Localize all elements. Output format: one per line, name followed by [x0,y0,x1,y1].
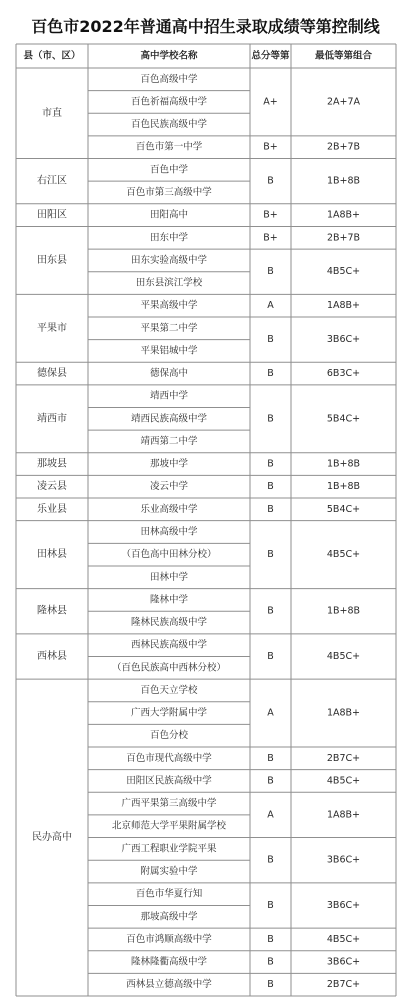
school-name: 百色市华夏行知 [135,888,203,900]
school-name: 田林高级中学 [140,526,198,538]
school-name: 靖西第二中学 [140,435,198,447]
min-grade-combo: 2B7C+ [326,979,361,991]
min-grade-combo: 3B6C+ [326,334,361,346]
school-name: 平果铝城中学 [140,345,198,357]
total-grade: B [267,933,274,945]
min-grade-combo: 4B5C+ [326,933,361,945]
total-grade: B [267,368,274,380]
total-grade: B [267,175,274,187]
header-cell: 县（市、区） [23,50,81,62]
school-name: 田林中学 [149,571,189,583]
county-name: 靖西市 [37,413,67,425]
school-name: 广西平果第三高级中学 [121,798,217,810]
header-cell: 高中学校名称 [140,50,198,62]
min-grade-combo: 4B5C+ [326,650,361,662]
school-name: 隆林隆衢高级中学 [130,956,208,968]
total-grade: B [267,899,274,911]
total-grade: A [267,707,274,719]
total-grade: B [267,334,274,346]
school-name: 百色高级中学 [140,73,198,85]
school-name: 广西大学附属中学 [130,707,208,719]
school-name: 百色市第一中学 [135,141,203,153]
min-grade-combo: 2A+7A [326,96,361,108]
school-name: 田东中学 [149,232,189,244]
school-name: 凌云中学 [149,481,189,493]
school-name: 乐业高级中学 [140,503,198,515]
county-name: 右江区 [37,175,67,187]
total-grade: B [267,979,274,991]
school-name: 附属实验中学 [140,866,198,878]
min-grade-combo: 1A8B+ [326,809,361,821]
school-name: 北京师范大学平果附属学校 [111,820,227,832]
total-grade: B [267,266,274,278]
min-grade-combo: 3B6C+ [326,956,361,968]
county-name: 乐业县 [37,503,67,515]
school-name: 那坡中学 [149,458,189,470]
county-name: 德保县 [37,368,67,380]
min-grade-combo: 3B6C+ [326,899,361,911]
school-name: 田阳高中 [149,209,189,221]
min-grade-combo: 4B5C+ [326,266,361,278]
total-grade: B [267,854,274,866]
total-grade: B [267,413,274,425]
total-grade: B+ [263,141,278,153]
total-grade: A [267,300,274,312]
county-name: 田阳区 [37,209,67,221]
county-name: 田林县 [37,549,67,561]
min-grade-combo: 1B+8B [326,175,361,187]
min-grade-combo: 1B+8B [326,481,361,493]
total-grade: B [267,956,274,968]
school-name: 百色分校 [149,730,189,742]
school-name: 西林民族高级中学 [130,639,208,651]
min-grade-combo: 2B+7B [326,141,361,153]
min-grade-combo: 5B4C+ [326,413,361,425]
total-grade: B [267,650,274,662]
total-grade: B [267,458,274,470]
header-cell: 最低等第组合 [314,50,373,62]
total-grade: B [267,503,274,515]
total-grade: B [267,549,274,561]
min-grade-combo: 1A8B+ [326,300,361,312]
school-name: 广西工程职业学院平果 [121,843,217,855]
school-name: （百色民族高中西林分校） [111,662,227,674]
min-grade-combo: 3B6C+ [326,854,361,866]
county-name: 凌云县 [37,481,67,493]
school-name: 百色市鸿顺高级中学 [126,933,212,945]
school-name: 靖西中学 [149,390,189,402]
school-name: 德保高中 [149,368,189,380]
school-name: 隆林民族高级中学 [130,617,208,629]
total-grade: B+ [263,209,278,221]
total-grade: B [267,481,274,493]
school-name: 那坡高级中学 [140,911,198,923]
school-name: 隆林中学 [149,594,189,606]
county-name: 市直 [42,107,62,119]
school-name: 百色中学 [149,164,189,176]
school-name: 平果高级中学 [140,300,198,312]
school-name: 田阳区民族高级中学 [126,775,212,787]
county-name: 西林县 [37,650,67,662]
total-grade: B+ [263,232,278,244]
min-grade-combo: 4B5C+ [326,775,361,787]
county-name: 隆林县 [37,605,67,617]
min-grade-combo: 2B7C+ [326,752,361,764]
county-name: 那坡县 [37,458,67,470]
total-grade: A [267,809,274,821]
header-cell: 总分等第 [251,50,290,62]
county-name: 民办高中 [32,832,72,844]
county-name: 平果市 [37,322,67,334]
county-name: 田东县 [37,254,67,266]
total-grade: A+ [263,96,278,108]
min-grade-combo: 1B+8B [326,605,361,617]
school-name: 百色民族高级中学 [130,119,208,131]
min-grade-combo: 2B+7B [326,232,361,244]
min-grade-combo: 1B+8B [326,458,361,470]
min-grade-combo: 5B4C+ [326,503,361,515]
total-grade: B [267,605,274,617]
school-name: 靖西民族高级中学 [130,413,208,425]
school-name: 百色天立学校 [140,684,198,696]
school-name: （百色高中田林分校） [121,549,217,561]
school-name: 田东县滨江学校 [135,277,203,289]
school-name: 百色市现代高级中学 [126,752,212,764]
min-grade-combo: 4B5C+ [326,549,361,561]
total-grade: B [267,752,274,764]
school-name: 百色祈福高级中学 [130,96,208,108]
school-name: 田东实验高级中学 [130,254,208,266]
min-grade-combo: 1A8B+ [326,707,361,719]
min-grade-combo: 6B3C+ [326,368,361,380]
school-name: 西林县立德高级中学 [126,979,212,991]
total-grade: B [267,775,274,787]
school-name: 百色市第三高级中学 [126,186,212,198]
min-grade-combo: 1A8B+ [326,209,361,221]
school-name: 平果第二中学 [140,322,198,334]
page-title: 百色市2022年普通高中招生录取成绩等第控制线 [31,17,380,36]
